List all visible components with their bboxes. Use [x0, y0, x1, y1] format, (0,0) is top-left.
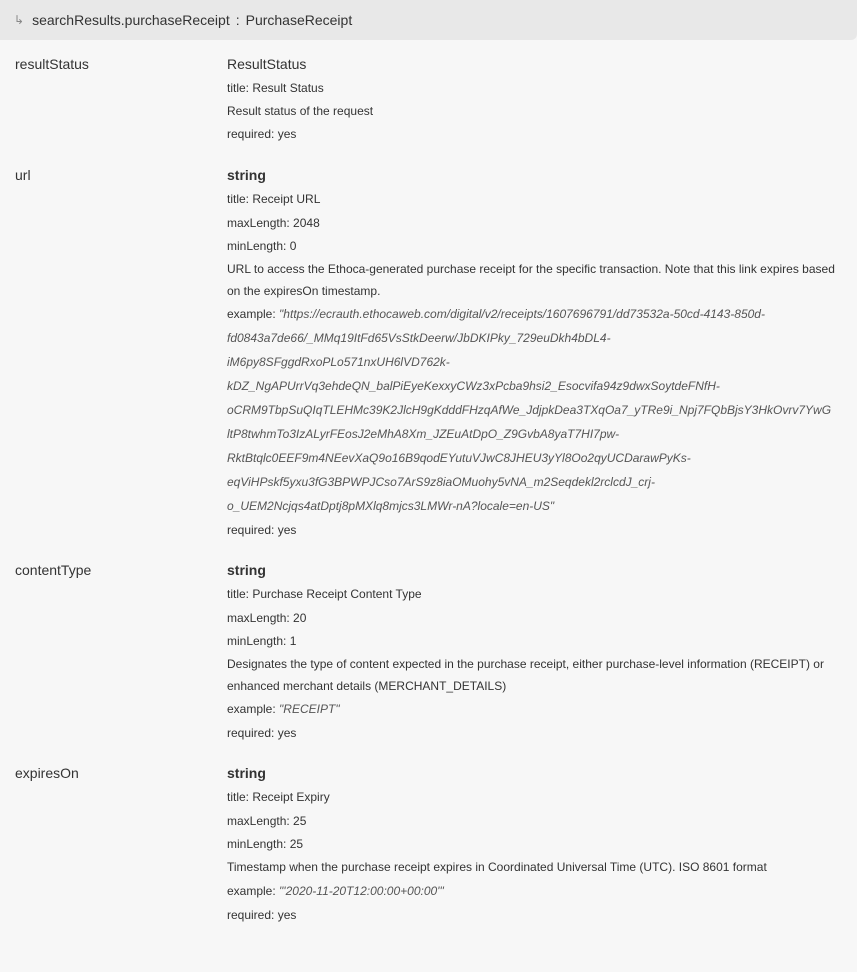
property-maxlength: maxLength: 20 — [227, 611, 307, 625]
property-example — [227, 697, 842, 721]
property-description: Designates the type of content expected in the purchase receipt, either purchase-level information (RECEIPT) or enhanced merchant details (MERCHANT_DETAILS) — [227, 657, 824, 693]
example-line: ltP8twhmTo3IzALyrFEosJ2eMhA8Xm_JZEuAtDpO_Z9GvbA8yaT7HI7pw- — [227, 427, 620, 441]
schema-path: searchResults.purchaseReceipt — [32, 12, 230, 28]
example-value: "'2020-11-20T12:00:00+00:00'" — [279, 884, 444, 898]
property-title: title: Result Status — [227, 81, 324, 95]
property-required: required: yes — [227, 523, 297, 537]
property-title: title: Receipt URL — [227, 192, 321, 206]
property-type: string — [227, 562, 266, 578]
property-title: title: Purchase Receipt Content Type — [227, 587, 422, 601]
example-label: example: — [227, 307, 276, 321]
example-line: o_UEM2Ncjqs4atDptj8pMXlq8mjcs3LMWr-nA?locale=en-US" — [227, 499, 555, 513]
property-example — [227, 879, 842, 903]
property-description: URL to access the Ethoca-generated purchase receipt for the specific transaction. Note that this link expires based on the expiresOn timestamp. — [227, 262, 835, 298]
property-minlength: minLength: 0 — [227, 239, 297, 253]
example-line: fd0843a7de66/_MMq19ItFd65VsStkDeerw/JbDKIPky_729euDkh4bDL4- — [227, 331, 611, 345]
property-required: required: yes — [227, 726, 297, 740]
property-minlength: minLength: 1 — [227, 634, 297, 648]
property-example — [227, 302, 842, 518]
property-list — [0, 40, 857, 927]
property-name: url — [15, 167, 31, 183]
property-row-url — [0, 167, 857, 542]
property-description: Timestamp when the purchase receipt expires in Coordinated Universal Time (UTC). ISO 8601 format — [227, 860, 767, 874]
property-details — [227, 56, 842, 146]
property-row-contentType — [0, 562, 857, 745]
property-type: ResultStatus — [227, 56, 307, 72]
property-minlength: minLength: 25 — [227, 837, 304, 851]
property-name: contentType — [15, 562, 92, 578]
property-type: string — [227, 167, 266, 183]
example-line: RktBtqlc0EEF9m4NEevXaQ9o16B9qodEYutuVJwC8JHEU3yYl8Oo2qyUCDarawPyKs- — [227, 451, 691, 465]
example-line: iM6py8SFggdRxoPLo571nxUH6lVD762k- — [227, 355, 450, 369]
example-line: "https://ecrauth.ethocaweb.com/digital/v2/receipts/1607696791/dd73532a-50cd-4143-850d- — [279, 307, 765, 321]
example-line: eqViHPskf5yxu3fG3BPWPJCso7ArS9z8iaOMuohy5vNA_m2Seqdekl2rclcdJ_crj- — [227, 475, 655, 489]
example-value: "RECEIPT" — [279, 702, 340, 716]
example-line: oCRM9TbpSuQIqTLEHMc39K2JlcH9gKdddFHzqAfWe_JdjpkDea3TXqOa7_yTRe9i_Npj7FQbBjsY3HkOvrv7YwG — [227, 403, 832, 417]
property-name: expiresOn — [15, 765, 79, 781]
return-arrow-icon: ↳ — [14, 13, 25, 27]
schema-breadcrumb-header — [0, 0, 857, 40]
property-maxlength: maxLength: 25 — [227, 814, 307, 828]
property-description: Result status of the request — [227, 104, 374, 118]
property-name: resultStatus — [15, 56, 89, 72]
property-row-expiresOn — [0, 765, 857, 927]
example-label: example: — [227, 884, 276, 898]
property-row-resultStatus — [0, 56, 857, 146]
type-separator: : — [235, 12, 240, 28]
example-label: example: — [227, 702, 276, 716]
property-details — [227, 765, 842, 927]
property-details — [227, 562, 842, 745]
schema-type: PurchaseReceipt — [245, 12, 353, 28]
example-line: kDZ_NgAPUrrVq3ehdeQN_balPiEyeKexxyCWz3xPcba9hsi2_Esocvifa94z9dwxSoytdeFNfH- — [227, 379, 720, 393]
property-details — [227, 167, 842, 542]
property-required: required: yes — [227, 127, 297, 141]
property-maxlength: maxLength: 2048 — [227, 216, 320, 230]
property-title: title: Receipt Expiry — [227, 790, 330, 804]
property-required: required: yes — [227, 908, 297, 922]
property-type: string — [227, 765, 266, 781]
